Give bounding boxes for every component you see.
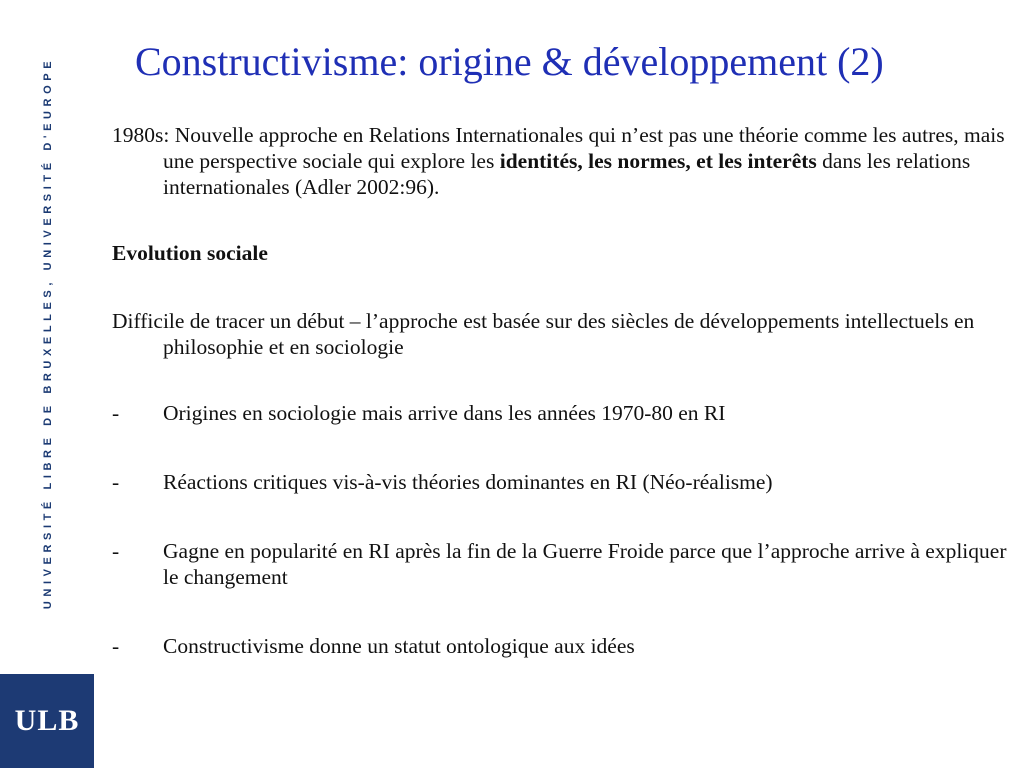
slide-title: Constructivisme: origine & développement (2)	[135, 39, 884, 84]
university-name-text: UNIVERSITÉ LIBRE DE BRUXELLES, UNIVERSITÉ D'EUROPE	[42, 56, 54, 610]
bullet-dash: -	[112, 470, 120, 494]
bullet-text: Origines en sociologie mais arrive dans les années 1970-80 en RI	[163, 401, 726, 425]
section-heading: Evolution sociale	[112, 241, 268, 265]
bullet-dash: -	[112, 634, 120, 658]
bullet-dash: -	[112, 401, 120, 425]
bullet-item	[112, 400, 1007, 426]
body-paragraph: Difficile de tracer un début – l’approche est basée sur des siècles de développements intellectuels en philosophie et en sociologie	[112, 309, 975, 359]
bullet-text: Gagne en popularité en RI après la fin de la Guerre Froide parce que l’approche arrive à expliquer le changement	[163, 539, 1007, 589]
bullet-dash: -	[112, 539, 120, 563]
university-vertical-banner	[24, 8, 72, 658]
ulb-logo-text: ULB	[14, 704, 80, 737]
slide-body	[112, 122, 1007, 702]
bullet-text: Constructivisme donne un statut ontologique aux idées	[163, 634, 635, 658]
intro-bold-terms: identités, les normes, et les interêts	[499, 149, 817, 173]
ulb-logo	[0, 674, 94, 768]
intro-text-part2: dans les relations internationales (Adler 2002:96).	[163, 149, 971, 199]
bullet-item	[112, 538, 1007, 590]
intro-text-part1: 1980s: Nouvelle approche en Relations Internationales qui n’est pas une théorie comme les autres, mais une perspective sociale qui explore les	[112, 123, 1005, 173]
bullet-item	[112, 469, 1007, 495]
intro-paragraph	[112, 122, 1007, 200]
bullet-item	[112, 633, 1007, 659]
bullet-text: Réactions critiques vis-à-vis théories dominantes en RI (Néo-réalisme)	[163, 470, 773, 494]
